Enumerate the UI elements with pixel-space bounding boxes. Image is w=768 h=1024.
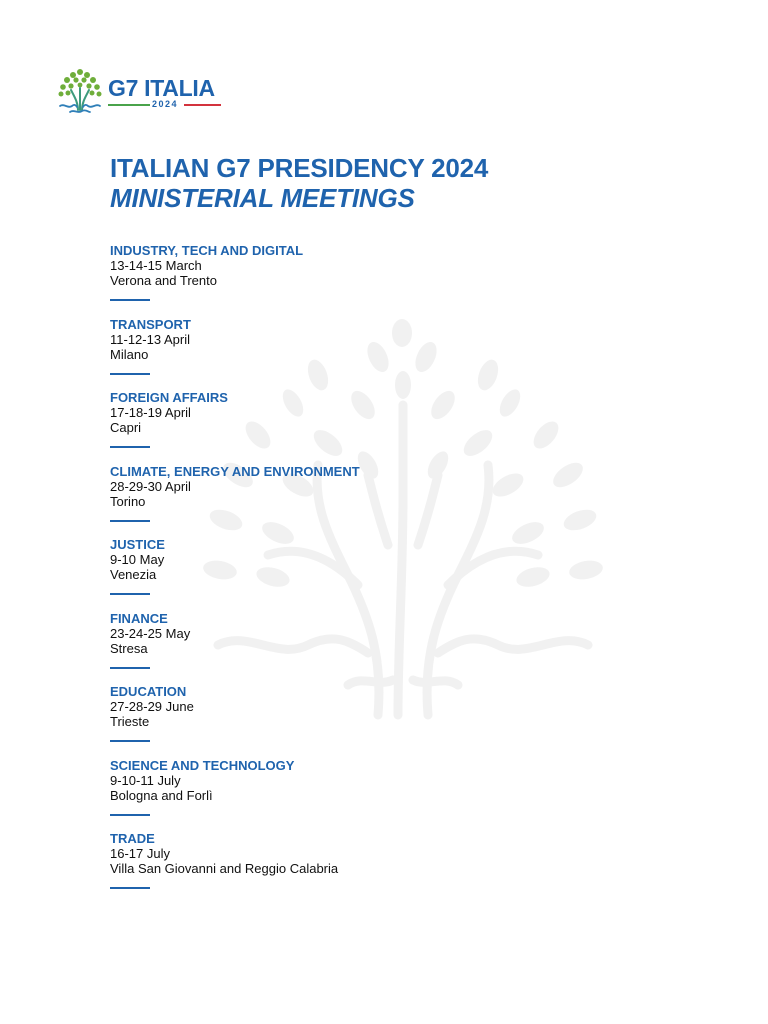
meeting-place: Verona and Trento [110,273,217,288]
meeting-name: TRADE [110,831,155,846]
meeting-dates: 27-28-29 June [110,699,194,714]
divider [110,520,150,522]
divider [110,593,150,595]
meeting-name: FINANCE [110,610,168,626]
meeting-place: Trieste [110,714,150,729]
logo-title: G7 ITALIA [108,75,215,101]
meeting-place: Venezia [110,567,157,582]
meeting-dates: 9-10 May [110,552,165,567]
meeting-dates: 13-14-15 March [110,258,202,273]
meeting-item [110,317,670,391]
meeting-place: Capri [110,420,142,435]
meeting-item [110,243,670,317]
meeting-name: TRANSPORT [110,316,191,332]
divider [110,373,150,375]
meeting-place: Bologna and Forlì [110,787,213,803]
meeting-name: INDUSTRY, TECH AND DIGITAL [110,243,304,258]
divider [110,299,150,301]
divider [110,887,150,889]
meeting-name: FOREIGN AFFAIRS [110,390,228,405]
g7-italia-logo [56,66,226,116]
divider [110,814,150,816]
logo-rule-red [184,104,221,106]
meeting-item [110,684,670,758]
logo-year: 2024 [152,99,179,109]
meeting-place: Torino [110,493,146,509]
meeting-dates: 9-10-11 July [110,772,181,788]
meeting-dates: 23-24-25 May [110,625,191,641]
meetings-list [110,243,670,905]
page-title: ITALIAN G7 PRESIDENCY 2024 [110,153,489,183]
meeting-dates: 17-18-19 April [110,405,191,420]
meeting-dates: 11-12-13 April [110,331,190,347]
logo-rule-green [108,104,150,106]
meeting-item [110,758,670,832]
page-subtitle: MINISTERIAL MEETINGS [110,183,415,213]
meeting-item [110,464,670,538]
meeting-place: Milano [110,346,149,362]
meeting-dates: 16-17 July [110,846,170,861]
meeting-place: Stresa [110,640,148,656]
meeting-place: Villa San Giovanni and Reggio Calabria [110,861,339,876]
meeting-name: JUSTICE [110,537,165,552]
meeting-item [110,537,670,611]
meeting-name: SCIENCE AND TECHNOLOGY [110,757,295,773]
meeting-dates: 28-29-30 April [110,478,191,494]
divider [110,667,150,669]
page-title-block [110,153,488,213]
meeting-item [110,390,670,464]
divider [110,446,150,448]
divider [110,740,150,742]
meeting-item [110,611,670,685]
meeting-name: CLIMATE, ENERGY AND ENVIRONMENT [110,463,360,479]
olive-tree-icon [56,66,104,116]
meeting-item [110,831,670,905]
meeting-name: EDUCATION [110,684,187,699]
